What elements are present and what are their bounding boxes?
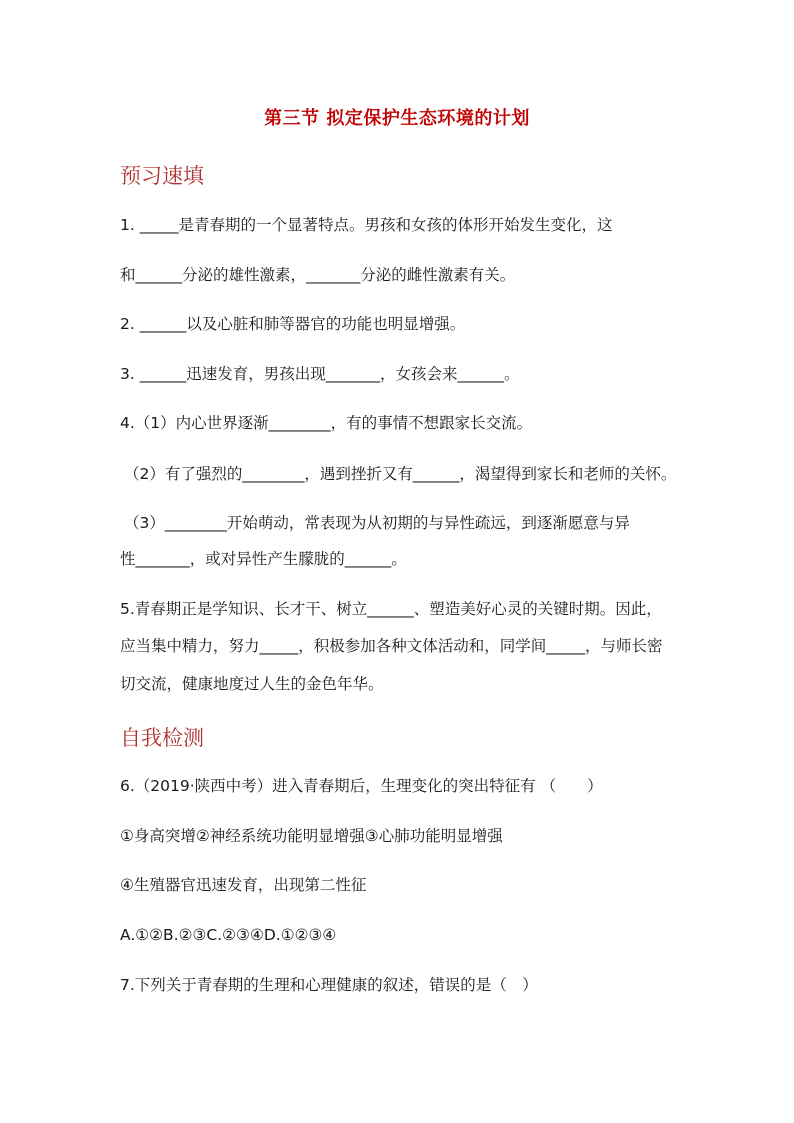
page-title: 第三节 拟定保护生态环境的计划 (264, 108, 530, 129)
question-4-part-1: 4.（1）内心世界逐渐________，有的事情不想跟家长交流。 (120, 414, 533, 432)
question-4-part-3-line-1: （3）________开始萌动，常表现为从初期的与异性疏远，到逐渐愿意与异 (124, 514, 630, 532)
question-6: 6.（2019·陕西中考）进入青春期后，生理变化的突出特征有 （ ） (120, 777, 603, 795)
question-6-statements-2: ④生殖器官迅速发育，出现第二性征 (120, 876, 367, 894)
question-5-line-2: 应当集中精力，努力_____，积极参加各种文体活动和，同学间_____，与师长密 (120, 637, 663, 655)
section-heading-selfcheck: 自我检测 (120, 726, 204, 750)
question-6-choices: A.①②B.②③C.②③④D.①②③④ (120, 926, 337, 944)
question-4-part-3-line-2: 性_______，或对异性产生朦胧的______。 (120, 550, 407, 568)
question-1-line-2: 和______分泌的雄性激素，_______分泌的雌性激素有关。 (120, 266, 516, 284)
question-1-line-1: 1. _____是青春期的一个显著特点。男孩和女孩的体形开始发生变化，这 (120, 216, 613, 234)
question-5-line-1: 5.青春期正是学知识、长才干、树立______、塑造美好心灵的关键时期。因此， (120, 600, 662, 618)
question-6-statements-1: ①身高突增②神经系统功能明显增强③心肺功能明显增强 (120, 827, 503, 845)
question-3: 3. ______迅速发育，男孩出现_______，女孩会来______。 (120, 365, 520, 383)
question-4-part-2: （2）有了强烈的________，遇到挫折又有______，渴望得到家长和老师的关怀。 (124, 465, 677, 483)
question-2: 2. ______以及心脏和肺等器官的功能也明显增强。 (120, 315, 466, 333)
section-heading-preview: 预习速填 (120, 164, 204, 188)
question-7: 7.下列关于青春期的生理和心理健康的叙述，错误的是（ ） (120, 976, 538, 994)
question-5-line-3: 切交流，健康地度过人生的金色年华。 (120, 675, 384, 693)
